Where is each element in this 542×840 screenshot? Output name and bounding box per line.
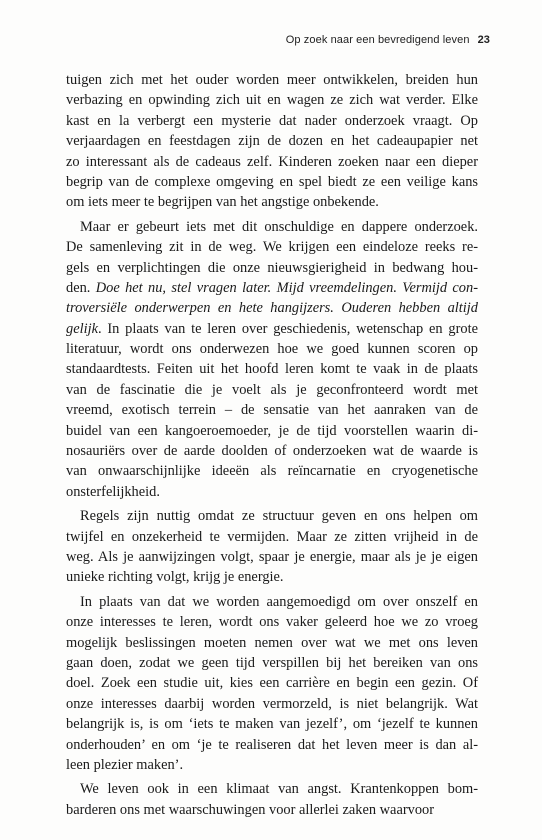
text-line: De samenleving zit in de weg. We krijgen een eindeloze reeks re- <box>66 239 478 256</box>
text-line: Regels zijn nuttig omdat ze structuur geven en ons helpen om <box>80 508 478 525</box>
text-line: buidel van een kangoeroemoeder, je de tijd voorstellen waarin di- <box>66 422 478 439</box>
text-line <box>66 298 478 318</box>
text-line: van de fascinatie die je voelt als je geconfronteerd wordt met <box>66 381 478 398</box>
text-line: om iets meer te begrijpen van het angstige onbekende. <box>66 194 379 211</box>
text-line: In plaats van dat we worden aangemoedigd om over onszelf en <box>80 593 478 610</box>
text-line: nosauriërs over de aarde doolden of onderzoeken wat de waarde is <box>66 443 478 460</box>
text-line: unieke richting volgt, krijg je energie. <box>66 569 284 586</box>
text-line: verbazing en opwinding zich uit en wagen ze zich wat verder. Elke <box>66 92 478 109</box>
paragraph <box>66 70 478 213</box>
text-line: vreemd, exotisch terrein – de sensatie van het aanraken van de <box>66 402 478 419</box>
text-line: mogelijk beslissingen moeten nemen over wat we met ons leven <box>66 634 478 651</box>
text-line: kast en la verbergt een mysterie dat nader onderzoek vraagt. Op <box>66 112 478 129</box>
text-line: onze interesses te leren, wordt ons vaker geleerd hoe we zo vroeg <box>66 614 478 631</box>
text-line: onsterfelijkheid. <box>66 483 160 500</box>
running-title: Op zoek naar een bevredigend leven <box>285 34 470 46</box>
text-line: tuigen zich met het ouder worden meer ontwikkelen, breiden hun <box>66 72 478 88</box>
text-line: twijfel en onzekerheid te vermijden. Maar ze zitten vrijheid in de <box>66 528 478 545</box>
text-line <box>66 319 478 339</box>
text-line: literatuur, wordt ons onderwezen hoe we goed kunnen scoren op <box>66 341 478 358</box>
text-line: weg. Als je aanwijzingen volgt, spaar je energie, maar als je je eigen <box>66 548 478 565</box>
text-line: onze interesses daarbij worden vermorzeld, is niet belangrijk. Wat <box>66 695 478 712</box>
text-line: begrip van de complexe omgeving en spel biedt ze een veilige kans <box>66 173 478 190</box>
text-line: belangrijk is, is om ‘iets te maken van jezelf’, om ‘jezelf te kunnen <box>66 716 478 733</box>
italic-segment: troversiële onderwerpen en hete hangijzers. Ouderen hebben altijd <box>66 300 478 317</box>
text-line: barderen ons met waarschuwingen voor allerlei zaken waarvoor <box>66 801 435 818</box>
line-segment: . In plaats van te leren over geschiedenis, wetenschap en grote <box>97 320 478 337</box>
text-line: zo interessant als de cadeaus zelf. Kinderen zoeken naar een dieper <box>66 153 478 170</box>
page-number: 23 <box>477 34 490 46</box>
text-line: gaan doen, zodat we geen tijd verspillen bij het bereiken van ons <box>66 654 478 671</box>
paragraph <box>66 779 478 820</box>
running-head <box>286 34 490 46</box>
text-line: Maar er gebeurt iets met dit onschuldige en dappere onderzoek. <box>80 218 478 235</box>
italic-segment: gelijk <box>66 320 98 337</box>
text-line: doel. Zoek een studie uit, kies een carrière en begin een gezin. Of <box>66 675 478 692</box>
text-line: van onwaarschijnlijke ideeën als reïncarnatie en cryogenetische <box>66 463 478 480</box>
text-line: leen plezier maken’. <box>66 756 184 773</box>
text-line <box>66 278 478 298</box>
paragraph <box>66 592 478 776</box>
text-line: onderhouden’ en om ‘je te realiseren dat het leven meer is dan al- <box>66 736 478 753</box>
italic-segment: Doe het nu, stel vragen later. Mijd vreemdelingen. Vermijd con- <box>95 279 478 296</box>
paragraph <box>66 217 478 502</box>
paragraph <box>66 506 478 588</box>
text-line: verjaardagen en feestdagen zijn de dozen en het cadeaupapier net <box>66 133 478 150</box>
text-line: gels en verplichtingen die onze nieuwsgierigheid in bedwang hou- <box>66 259 478 276</box>
line-segment: den. <box>66 279 96 296</box>
body-text <box>66 70 478 820</box>
text-line: We leven ook in een klimaat van angst. Krantenkoppen bom- <box>80 781 478 798</box>
text-line: standaardtests. Feiten uit het hoofd leren komt te vaak in de plaats <box>66 361 478 378</box>
